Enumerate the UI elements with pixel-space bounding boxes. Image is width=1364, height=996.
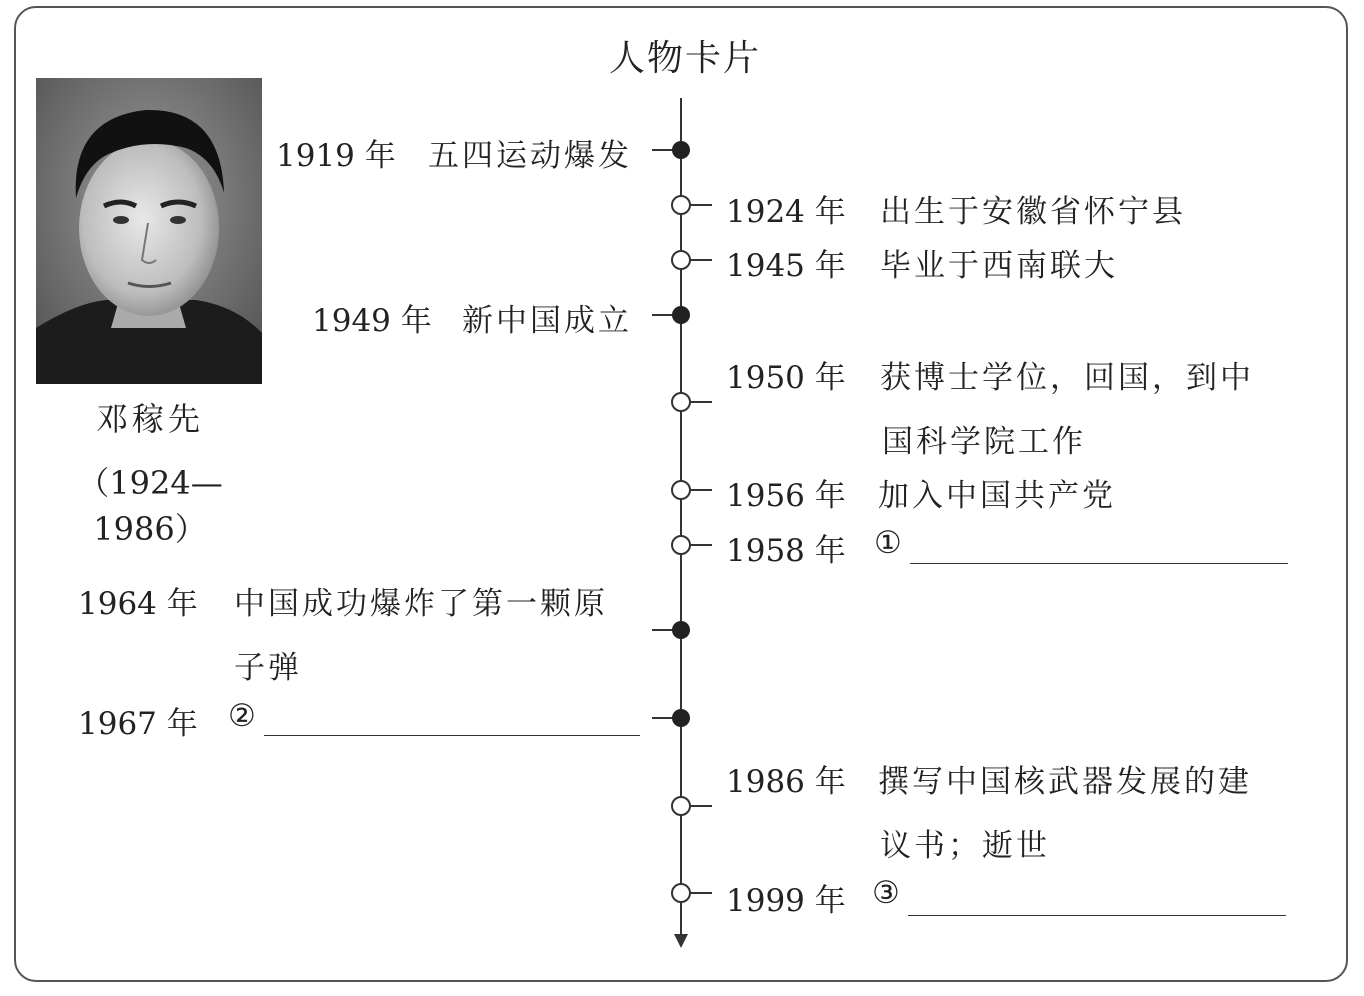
marker-1949 bbox=[672, 306, 690, 324]
year-1950: 1950 年 bbox=[726, 360, 846, 396]
blank-label-3: ③ bbox=[872, 875, 900, 911]
marker-1919 bbox=[672, 141, 690, 159]
marker-1950 bbox=[672, 393, 690, 411]
event-1956: 加入中国共产党 bbox=[878, 478, 1116, 514]
person-name: 邓稼先 bbox=[95, 400, 204, 438]
year-1999: 1999 年 bbox=[726, 883, 846, 919]
event-1986-line1: 撰写中国核武器发展的建 bbox=[878, 764, 1252, 800]
year-1967: 1967 年 bbox=[78, 706, 198, 742]
answer-blank-3[interactable] bbox=[908, 915, 1286, 916]
year-1949: 1949 年 bbox=[312, 303, 432, 339]
event-1950-line2: 国科学院工作 bbox=[882, 424, 1086, 460]
answer-blank-1[interactable] bbox=[910, 563, 1288, 564]
answer-blank-2[interactable] bbox=[264, 735, 640, 736]
event-1964-line1: 中国成功爆炸了第一颗原 bbox=[234, 586, 608, 622]
person-lifespan: （1924—1986） bbox=[77, 464, 223, 548]
marker-1967 bbox=[672, 709, 690, 727]
year-1956: 1956 年 bbox=[726, 478, 846, 514]
blank-label-2: ② bbox=[228, 698, 256, 734]
event-1945: 毕业于西南联大 bbox=[880, 248, 1118, 284]
event-1950-line1: 获博士学位，回国，到中 bbox=[880, 360, 1254, 396]
event-1964-line2: 子弹 bbox=[234, 650, 302, 686]
event-1919: 五四运动爆发 bbox=[428, 138, 632, 174]
marker-1999 bbox=[672, 884, 690, 902]
marker-1964 bbox=[672, 621, 690, 639]
marker-1958 bbox=[672, 536, 690, 554]
year-1958: 1958 年 bbox=[726, 533, 846, 569]
year-1986: 1986 年 bbox=[726, 764, 846, 800]
marker-1956 bbox=[672, 481, 690, 499]
event-1924: 出生于安徽省怀宁县 bbox=[880, 194, 1186, 230]
event-1949: 新中国成立 bbox=[462, 303, 632, 339]
card-title: 人物卡片 bbox=[608, 38, 761, 79]
year-1919: 1919 年 bbox=[276, 138, 396, 174]
year-1964: 1964 年 bbox=[78, 586, 198, 622]
blank-label-1: ① bbox=[874, 525, 902, 561]
marker-1924 bbox=[672, 196, 690, 214]
event-1986-line2: 议书；逝世 bbox=[880, 828, 1050, 864]
axis-arrow-icon bbox=[674, 934, 688, 948]
year-1945: 1945 年 bbox=[726, 248, 846, 284]
marker-1945 bbox=[672, 251, 690, 269]
marker-1986 bbox=[672, 797, 690, 815]
year-1924: 1924 年 bbox=[726, 194, 846, 230]
